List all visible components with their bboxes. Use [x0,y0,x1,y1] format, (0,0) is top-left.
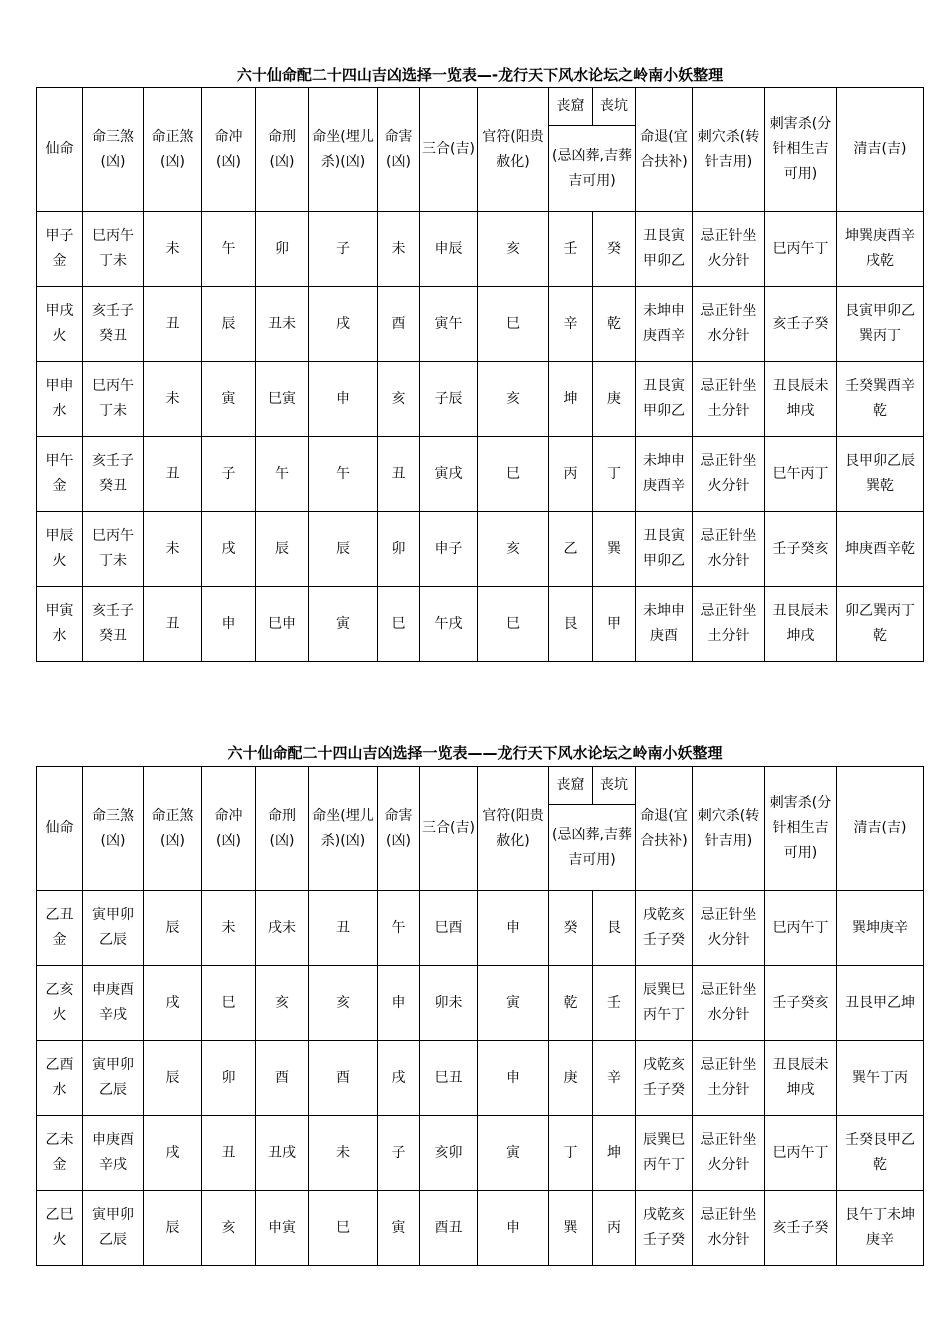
cell-cixuesha: 忌正针坐火分针 [693,1116,765,1191]
cell-xianming: 甲辰火 [37,512,83,587]
cell-cihaisha: 丑艮辰未坤戌 [765,362,837,437]
cell-minghai: 寅 [378,1191,420,1266]
cell-mingtui: 未坤申庚酉辛 [636,287,693,362]
cell-sangkeng: 丙 [593,1191,636,1266]
cell-qingji: 壬癸巽酉辛乾 [837,362,924,437]
header-minghai: 命害(凶) [378,88,420,212]
cell-mingchong: 卯 [202,1041,256,1116]
header-cihaisha: 刺害杀(分针相生吉可用) [765,88,837,212]
cell-sangku: 壬 [549,212,593,287]
cell-sangkeng: 丁 [593,437,636,512]
cell-mingsansha: 巳丙午丁未 [83,362,144,437]
cell-mingtui: 戌乾亥壬子癸 [636,1191,693,1266]
cell-sanhe: 寅戌 [420,437,478,512]
cell-cixuesha: 忌正针坐水分针 [693,966,765,1041]
cell-minghai: 子 [378,1116,420,1191]
cell-mingtui: 丑艮寅甲卯乙 [636,362,693,437]
cell-sangkeng: 甲 [593,587,636,662]
cell-sangku: 丙 [549,437,593,512]
cell-cixuesha: 忌正针坐火分针 [693,891,765,966]
cell-mingchong: 丑 [202,1116,256,1191]
cell-mingzuo: 午 [309,437,378,512]
cell-sanhe: 酉丑 [420,1191,478,1266]
cell-mingzhengsha: 丑 [144,287,202,362]
cell-sanhe: 子辰 [420,362,478,437]
cell-minghai: 戌 [378,1041,420,1116]
header-mingzhengsha: 命正煞(凶) [144,88,202,212]
fortune-table-1 [36,87,924,662]
cell-cixuesha: 忌正针坐火分针 [693,437,765,512]
cell-guanfu: 巳 [478,287,549,362]
header-mingxing: 命刑(凶) [256,88,309,212]
cell-mingzuo: 子 [309,212,378,287]
cell-mingzhengsha: 未 [144,362,202,437]
cell-mingxing: 巳申 [256,587,309,662]
header-mingsansha: 命三煞(凶) [83,88,144,212]
header-row [37,88,924,126]
cell-cihaisha: 亥壬子癸 [765,287,837,362]
cell-mingzuo: 申 [309,362,378,437]
cell-mingchong: 戌 [202,512,256,587]
cell-sangkeng: 艮 [593,891,636,966]
header-sanhe: 三合(吉) [420,767,478,891]
cell-cixuesha: 忌正针坐土分针 [693,362,765,437]
header-mingtui: 命退(宜合扶补) [636,767,693,891]
fortune-table-2 [36,766,924,1266]
header-mingzuo: 命坐(埋儿杀)(凶) [309,88,378,212]
cell-xianming: 甲申水 [37,362,83,437]
table-title-2: 六十仙命配二十四山吉凶选择一览表——龙行天下风水论坛之岭南小妖整理 [227,744,723,762]
cell-mingxing: 午 [256,437,309,512]
header-sangku: 丧窟 [549,767,593,805]
cell-qingji: 巽午丁丙 [837,1041,924,1116]
cell-mingxing: 申寅 [256,1191,309,1266]
cell-mingsansha: 亥壬子癸丑 [83,587,144,662]
cell-sanhe: 申子 [420,512,478,587]
cell-sangku: 丁 [549,1116,593,1191]
table-row [37,1191,924,1266]
cell-sanhe: 寅午 [420,287,478,362]
cell-mingzuo: 亥 [309,966,378,1041]
table-row [37,437,924,512]
cell-mingxing: 酉 [256,1041,309,1116]
cell-qingji: 艮午丁未坤庚辛 [837,1191,924,1266]
cell-mingzuo: 巳 [309,1191,378,1266]
header-mingxing: 命刑(凶) [256,767,309,891]
cell-mingxing: 巳寅 [256,362,309,437]
cell-qingji: 卯乙巽丙丁乾 [837,587,924,662]
cell-sangkeng: 庚 [593,362,636,437]
cell-sangku: 癸 [549,891,593,966]
cell-cihaisha: 巳丙午丁 [765,891,837,966]
cell-cihaisha: 巳丙午丁 [765,212,837,287]
cell-xianming: 甲寅水 [37,587,83,662]
cell-mingzhengsha: 戌 [144,966,202,1041]
cell-mingtui: 辰巽巳丙午丁 [636,1116,693,1191]
cell-mingchong: 午 [202,212,256,287]
table-row [37,287,924,362]
cell-guanfu: 寅 [478,966,549,1041]
cell-mingchong: 申 [202,587,256,662]
table-body [37,767,924,1266]
cell-xianming: 乙未金 [37,1116,83,1191]
cell-mingtui: 未坤申庚酉辛 [636,437,693,512]
cell-sanhe: 亥卯 [420,1116,478,1191]
header-minghai: 命害(凶) [378,767,420,891]
cell-minghai: 卯 [378,512,420,587]
header-mingchong: 命冲(凶) [202,88,256,212]
cell-sangku: 艮 [549,587,593,662]
cell-mingxing: 卯 [256,212,309,287]
cell-sangku: 坤 [549,362,593,437]
cell-sangku: 巽 [549,1191,593,1266]
cell-cihaisha: 壬子癸亥 [765,966,837,1041]
cell-xianming: 乙巳火 [37,1191,83,1266]
header-cixuesha: 刺穴杀(转针吉用) [693,88,765,212]
cell-mingsansha: 寅甲卯乙辰 [83,1191,144,1266]
cell-mingtui: 戌乾亥壬子癸 [636,891,693,966]
header-xianming: 仙命 [37,767,83,891]
cell-cixuesha: 忌正针坐水分针 [693,512,765,587]
header-guanfu: 官符(阳贵赦化) [478,88,549,212]
cell-cixuesha: 忌正针坐火分针 [693,212,765,287]
cell-cihaisha: 丑艮辰未坤戌 [765,1041,837,1116]
header-mingchong: 命冲(凶) [202,767,256,891]
cell-cihaisha: 亥壬子癸 [765,1191,837,1266]
cell-mingzhengsha: 丑 [144,437,202,512]
cell-sangku: 庚 [549,1041,593,1116]
cell-mingxing: 辰 [256,512,309,587]
header-sangkeng: 丧坑 [593,767,636,805]
cell-mingzuo: 寅 [309,587,378,662]
cell-mingxing: 戌未 [256,891,309,966]
cell-mingzhengsha: 辰 [144,1041,202,1116]
cell-minghai: 巳 [378,587,420,662]
cell-mingtui: 未坤申庚酉 [636,587,693,662]
table-row [37,512,924,587]
cell-sanhe: 午戌 [420,587,478,662]
cell-mingzhengsha: 丑 [144,587,202,662]
header-cihaisha: 刺害杀(分针相生吉可用) [765,767,837,891]
header-row [37,767,924,805]
cell-mingzuo: 辰 [309,512,378,587]
cell-mingsansha: 亥壬子癸丑 [83,287,144,362]
cell-minghai: 丑 [378,437,420,512]
cell-mingchong: 寅 [202,362,256,437]
table-row [37,891,924,966]
cell-qingji: 丑艮甲乙坤 [837,966,924,1041]
cell-mingzhengsha: 未 [144,212,202,287]
cell-xianming: 乙丑金 [37,891,83,966]
header-mingsansha: 命三煞(凶) [83,767,144,891]
table-row [37,212,924,287]
cell-sanhe: 巳酉 [420,891,478,966]
cell-mingsansha: 申庚酉辛戌 [83,1116,144,1191]
cell-cihaisha: 巳午丙丁 [765,437,837,512]
cell-minghai: 未 [378,212,420,287]
cell-qingji: 艮甲卯乙辰巽乾 [837,437,924,512]
cell-mingtui: 丑艮寅甲卯乙 [636,512,693,587]
cell-mingchong: 亥 [202,1191,256,1266]
cell-sangkeng: 巽 [593,512,636,587]
cell-qingji: 艮寅甲卯乙巽丙丁 [837,287,924,362]
header-guanfu: 官符(阳贵赦化) [478,767,549,891]
cell-sangkeng: 壬 [593,966,636,1041]
cell-mingchong: 辰 [202,287,256,362]
header-sanhe: 三合(吉) [420,88,478,212]
header-qingji: 清吉(吉) [837,767,924,891]
table-title-1: 六十仙命配二十四山吉凶选择一览表—-龙行天下风水论坛之岭南小妖整理 [236,66,724,84]
cell-cihaisha: 丑艮辰未坤戌 [765,587,837,662]
cell-qingji: 壬癸艮甲乙乾 [837,1116,924,1191]
cell-xianming: 甲午金 [37,437,83,512]
cell-sanhe: 卯未 [420,966,478,1041]
cell-mingsansha: 巳丙午丁未 [83,212,144,287]
cell-mingchong: 子 [202,437,256,512]
cell-mingzuo: 未 [309,1116,378,1191]
table-row [37,362,924,437]
cell-mingchong: 未 [202,891,256,966]
cell-mingsansha: 亥壬子癸丑 [83,437,144,512]
cell-sanhe: 巳丑 [420,1041,478,1116]
cell-xianming: 甲戌火 [37,287,83,362]
cell-guanfu: 亥 [478,512,549,587]
cell-sangku: 乙 [549,512,593,587]
cell-sangku: 辛 [549,287,593,362]
cell-mingsansha: 申庚酉辛戌 [83,966,144,1041]
table-row [37,1116,924,1191]
header-sangkeng: 丧坑 [593,88,636,126]
cell-mingxing: 丑未 [256,287,309,362]
cell-mingsansha: 寅甲卯乙辰 [83,1041,144,1116]
header-sang-note: (忌凶葬,吉葬吉可用) [549,126,636,212]
cell-guanfu: 申 [478,1191,549,1266]
header-mingzhengsha: 命正煞(凶) [144,767,202,891]
cell-xianming: 乙酉水 [37,1041,83,1116]
header-xianming: 仙命 [37,88,83,212]
cell-guanfu: 申 [478,1041,549,1116]
cell-guanfu: 亥 [478,362,549,437]
header-sangku: 丧窟 [549,88,593,126]
cell-qingji: 坤庚酉辛乾 [837,512,924,587]
cell-qingji: 坤巽庚酉辛戌乾 [837,212,924,287]
cell-minghai: 酉 [378,287,420,362]
cell-guanfu: 亥 [478,212,549,287]
cell-mingzhengsha: 辰 [144,891,202,966]
cell-sangku: 乾 [549,966,593,1041]
header-cixuesha: 刺穴杀(转针吉用) [693,767,765,891]
header-mingzuo: 命坐(埋儿杀)(凶) [309,767,378,891]
cell-mingsansha: 寅甲卯乙辰 [83,891,144,966]
table-row [37,966,924,1041]
cell-mingsansha: 巳丙午丁未 [83,512,144,587]
cell-xianming: 甲子金 [37,212,83,287]
cell-cixuesha: 忌正针坐水分针 [693,1191,765,1266]
cell-mingzhengsha: 辰 [144,1191,202,1266]
cell-sangkeng: 坤 [593,1116,636,1191]
cell-mingxing: 丑戌 [256,1116,309,1191]
cell-mingzuo: 戌 [309,287,378,362]
header-sang-note: (忌凶葬,吉葬吉可用) [549,805,636,891]
cell-sangkeng: 乾 [593,287,636,362]
cell-cixuesha: 忌正针坐水分针 [693,287,765,362]
cell-guanfu: 巳 [478,587,549,662]
cell-minghai: 亥 [378,362,420,437]
cell-sanhe: 申辰 [420,212,478,287]
cell-mingzuo: 丑 [309,891,378,966]
cell-cihaisha: 巳丙午丁 [765,1116,837,1191]
header-mingtui: 命退(宜合扶补) [636,88,693,212]
header-qingji: 清吉(吉) [837,88,924,212]
cell-minghai: 午 [378,891,420,966]
cell-cixuesha: 忌正针坐土分针 [693,587,765,662]
cell-mingtui: 丑艮寅甲卯乙 [636,212,693,287]
cell-sangkeng: 辛 [593,1041,636,1116]
cell-mingxing: 亥 [256,966,309,1041]
cell-mingtui: 辰巽巳丙午丁 [636,966,693,1041]
cell-guanfu: 申 [478,891,549,966]
cell-cixuesha: 忌正针坐土分针 [693,1041,765,1116]
cell-sangkeng: 癸 [593,212,636,287]
cell-qingji: 巽坤庚辛 [837,891,924,966]
table-body [37,88,924,662]
cell-guanfu: 寅 [478,1116,549,1191]
cell-mingzhengsha: 戌 [144,1116,202,1191]
cell-mingtui: 戌乾亥壬子癸 [636,1041,693,1116]
cell-xianming: 乙亥火 [37,966,83,1041]
table-row [37,587,924,662]
cell-minghai: 申 [378,966,420,1041]
cell-guanfu: 巳 [478,437,549,512]
cell-mingzhengsha: 未 [144,512,202,587]
table-row [37,1041,924,1116]
cell-mingchong: 巳 [202,966,256,1041]
cell-cihaisha: 壬子癸亥 [765,512,837,587]
cell-mingzuo: 酉 [309,1041,378,1116]
